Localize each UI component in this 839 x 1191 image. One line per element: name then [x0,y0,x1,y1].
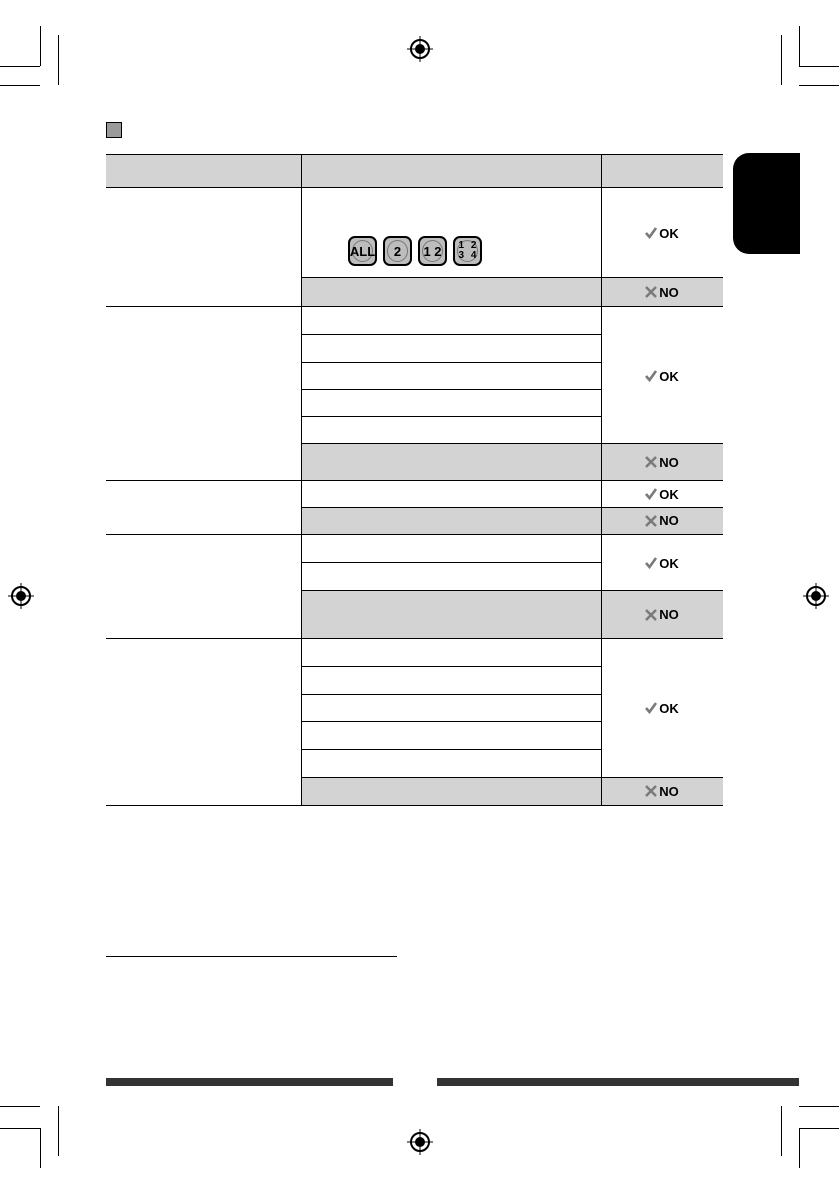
check-icon [645,370,657,382]
cross-icon [645,785,657,797]
ok-badge: OK [601,548,723,578]
registration-mark-icon [407,1129,433,1155]
footer-bar-left [106,1078,393,1086]
ok-badge: OK [601,481,723,507]
check-icon [645,488,657,500]
crop-mark [58,1106,59,1156]
crop-mark [0,66,40,67]
crop-mark [0,1106,40,1107]
region-2-icon: 2 [383,236,412,266]
crop-mark [40,1128,41,1168]
cross-icon [645,286,657,298]
crop-mark [799,1128,800,1168]
ok-badge: OK [601,693,723,723]
crop-mark [799,66,839,67]
footer-bar-right [437,1078,799,1086]
registration-mark-icon [8,583,34,609]
crop-mark [799,1128,839,1129]
crop-mark [0,85,40,86]
registration-mark-icon [803,583,829,609]
region-all-icon: ALL [348,236,377,266]
region-1-2-3-4-icon: 1 2 3 4 [453,236,482,266]
ok-badge: OK [601,361,723,391]
no-badge: NO [601,777,723,805]
region-1-2-icon: 1 2 [418,236,447,266]
no-badge: NO [601,507,723,534]
crop-mark [799,1106,839,1107]
crop-mark [40,26,41,66]
cross-icon [645,609,657,621]
crop-mark [58,35,59,85]
region-code-icons [348,236,482,266]
no-badge: NO [601,278,723,306]
table-header [106,155,723,187]
no-badge: NO [601,444,723,480]
language-tab [733,153,800,254]
crop-mark [781,35,782,85]
no-badge: NO [601,591,723,638]
check-icon [645,557,657,569]
check-icon [645,702,657,714]
cross-icon [645,515,657,527]
footnote-divider [106,956,397,957]
registration-mark-icon [407,36,433,62]
ok-badge: OK [601,218,723,248]
check-icon [645,227,657,239]
crop-mark [781,1106,782,1156]
cross-icon [645,456,657,468]
crop-mark [0,1128,40,1129]
square-bullet-icon [106,122,122,138]
crop-mark [799,85,839,86]
crop-mark [799,26,800,66]
